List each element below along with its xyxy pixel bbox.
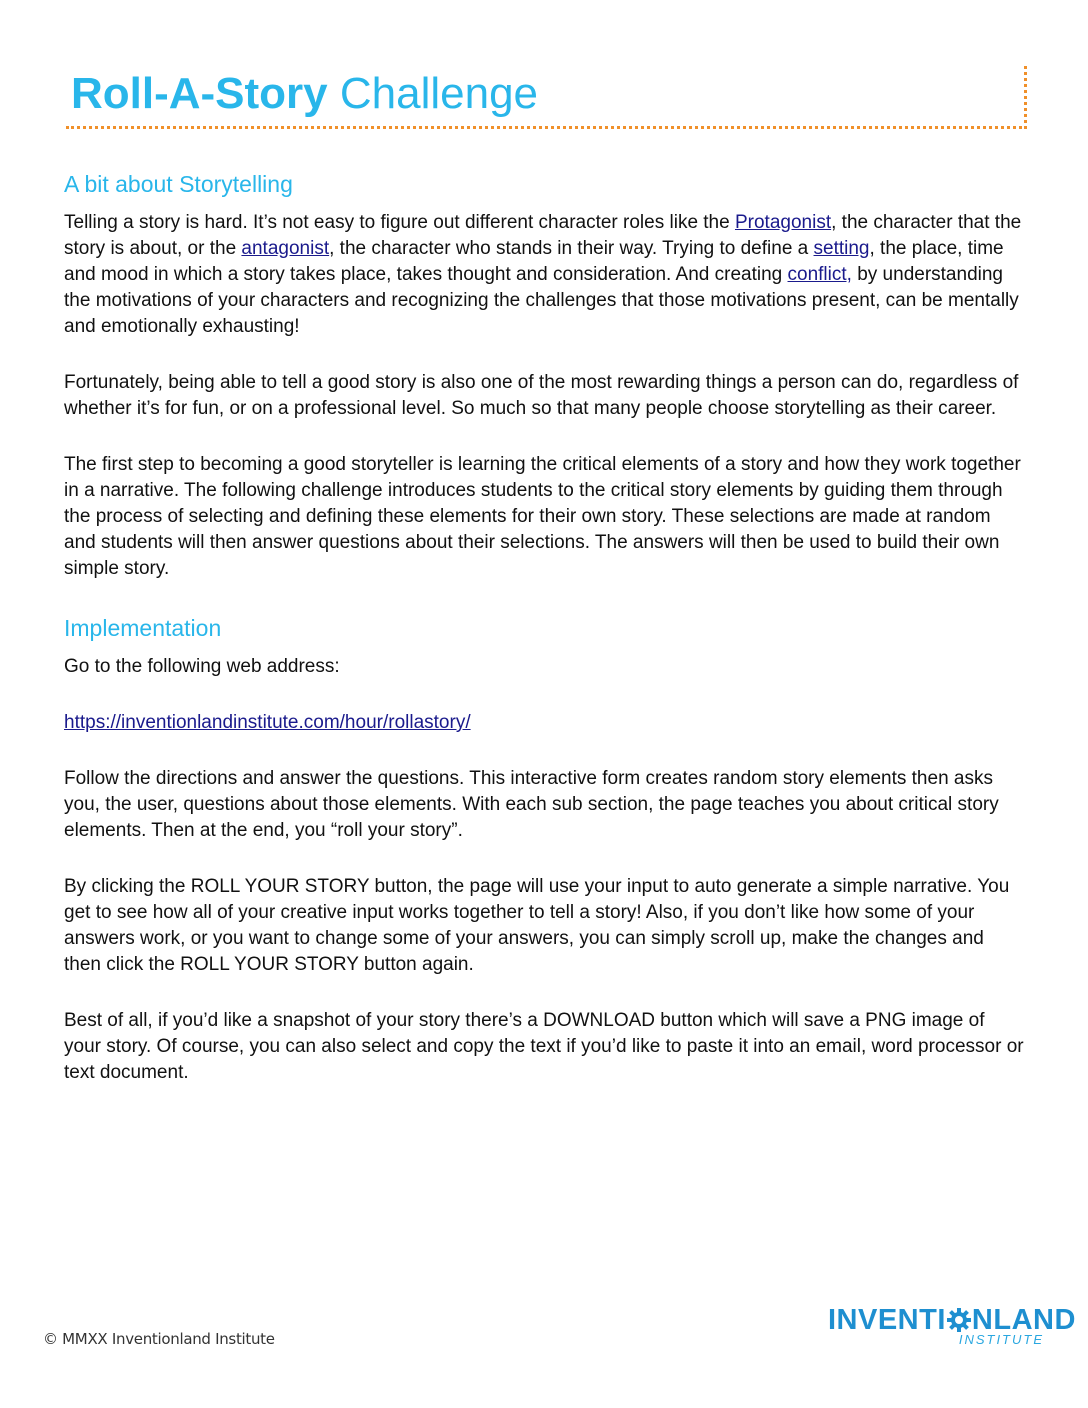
text-run: , the place, time and mood in which a story takes place, takes thought and consideration. And creating xyxy=(64,238,1004,285)
inventionland-logo xyxy=(828,1304,1076,1350)
paragraph-first-step: The first step to becoming a good storyteller is learning the critical elements of a story and how they work together in a narrative. The following challenge introduces students to the critical story elements by guiding them through the process of selecting and defining these elements for their own story. These selections are made at random and students will then answer questions about their selections. The answers will then be used to build their own simple story. xyxy=(64,454,1021,579)
main-content xyxy=(64,168,1026,1086)
text-run: Telling a story is hard. It’s not easy to figure out different character roles like the xyxy=(64,212,735,233)
link-setting[interactable]: setting xyxy=(813,238,870,259)
gear-icon xyxy=(947,1308,971,1332)
paragraph-directions: Follow the directions and answer the questions. This interactive form creates random story elements then asks you, the user, questions about those elements. With each sub section, the page teaches you about critical story elements. Then at the end, you “roll your story”. xyxy=(64,768,999,841)
url-line xyxy=(64,710,1026,736)
text-run: , the character that the story is about, or the xyxy=(64,212,1022,259)
heading-storytelling: A bit about Storytelling xyxy=(64,171,293,197)
link-conflict[interactable]: conflict, xyxy=(787,264,852,285)
text-run: by understanding the motivations of your characters and recognizing the challenges that those motivations present, can be mentally and emotionally exhausting! xyxy=(64,264,1019,337)
page-title-bold: Roll-A-Story xyxy=(71,69,328,118)
logo-text-part1: INVENTI xyxy=(828,1304,946,1336)
link-rollastory-url[interactable]: https://inventionlandinstitute.com/hour/rollastory/ xyxy=(64,712,471,733)
page-title xyxy=(71,68,538,120)
link-protagonist[interactable]: Protagonist xyxy=(734,212,832,233)
link-antagonist[interactable]: antagonist xyxy=(241,238,330,259)
logo-text-part2: NLAND xyxy=(971,1304,1076,1336)
paragraph-fortunately: Fortunately, being able to tell a good story is also one of the most rewarding things a person can do, regardless of whether it’s for fun, or on a professional level. So much so that many people choose storytelling as their career. xyxy=(64,372,1019,419)
page-title-rest: Challenge xyxy=(327,69,539,118)
paragraph-go-to: Go to the following web address: xyxy=(64,656,340,677)
title-frame xyxy=(66,66,1027,129)
paragraph-download: Best of all, if you’d like a snapshot of your story there’s a DOWNLOAD button which will save a PNG image of your story. Of course, you can also select and copy the text if you’d like to paste it into an email, word processor or text document. xyxy=(64,1010,1024,1083)
paragraph-intro xyxy=(64,210,1026,340)
logo-subtitle: INSTITUTE xyxy=(958,1332,1044,1347)
text-run: , the character who stands in their way. Trying to define a xyxy=(329,238,814,259)
paragraph-roll-button: By clicking the ROLL YOUR STORY button, the page will use your input to auto generate a simple narrative. You get to see how all of your creative input works together to tell a story! Also, if you don’t like how some of your answers work, or you want to change some of your answers, you can simply scroll up, make the changes and then click the ROLL YOUR STORY button again. xyxy=(64,876,1010,975)
copyright-text: © MMXX Inventionland Institute xyxy=(43,1330,275,1348)
heading-implementation: Implementation xyxy=(64,615,222,641)
